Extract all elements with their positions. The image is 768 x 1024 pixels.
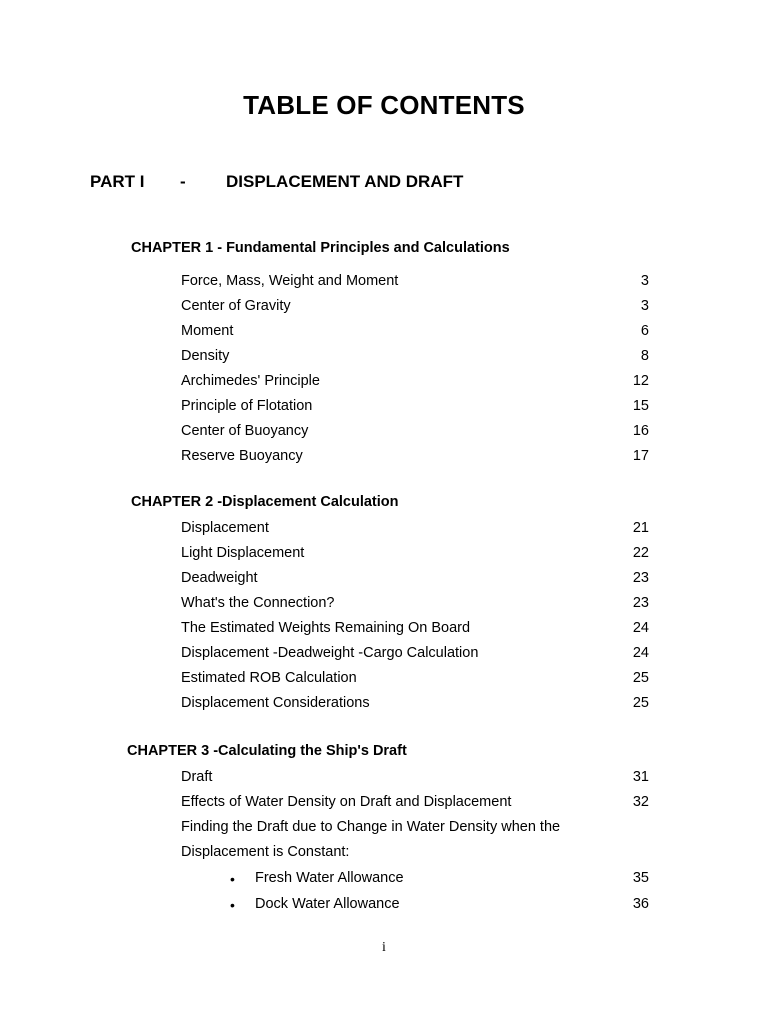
toc-page-number: 3	[640, 298, 649, 314]
bullet-icon: •	[230, 871, 235, 887]
part-title: DISPLACEMENT AND DRAFT	[226, 172, 464, 191]
toc-entry: Light Displacement	[181, 545, 305, 561]
toc-page-number: 32	[632, 794, 649, 810]
toc-entry: The Estimated Weights Remaining On Board	[181, 620, 471, 636]
toc-entry: Force, Mass, Weight and Moment	[181, 273, 399, 289]
part-dash: -	[180, 172, 186, 191]
toc-entry: Estimated ROB Calculation	[181, 670, 357, 686]
toc-page-number: 6	[640, 323, 649, 339]
toc-entry: Displacement -Deadweight -Cargo Calculation	[181, 645, 479, 661]
toc-page-number: 36	[632, 896, 649, 912]
toc-entry: Effects of Water Density on Draft and Displacement	[181, 794, 512, 810]
chapter-1-title: CHAPTER 1 - Fundamental Principles and Calculations	[131, 240, 510, 256]
toc-entry: Moment	[181, 323, 234, 339]
toc-subentry: Dock Water Allowance	[255, 896, 400, 912]
toc-entry: Finding the Draft due to Change in Water Density when the	[181, 819, 561, 835]
toc-page-number: 21	[632, 520, 649, 536]
toc-page-number: 25	[632, 670, 649, 686]
toc-entry: Displacement is Constant:	[181, 844, 350, 860]
toc-entry: Density	[181, 348, 230, 364]
toc-page-number: 17	[632, 448, 649, 464]
toc-page-number: 23	[632, 595, 649, 611]
toc-page-number: 15	[632, 398, 649, 414]
toc-page-number: 24	[632, 620, 649, 636]
toc-page-number: 35	[632, 870, 649, 886]
toc-page-number: 3	[640, 273, 649, 289]
toc-page-number: 8	[640, 348, 649, 364]
toc-entry: Principle of Flotation	[181, 398, 313, 414]
chapter-3-title: CHAPTER 3 -Calculating the Ship's Draft	[127, 743, 407, 759]
toc-page-number: 16	[632, 423, 649, 439]
page-title: TABLE OF CONTENTS	[243, 90, 525, 120]
toc-entry: Deadweight	[181, 570, 258, 586]
chapter-2-title: CHAPTER 2 -Displacement Calculation	[131, 494, 399, 510]
toc-subentry: Fresh Water Allowance	[255, 870, 404, 886]
toc-entry: Center of Gravity	[181, 298, 291, 314]
toc-page-number: 31	[632, 769, 649, 785]
toc-entry: Draft	[181, 769, 213, 785]
toc-entry: Reserve Buoyancy	[181, 448, 303, 464]
toc-page-number: 25	[632, 695, 649, 711]
toc-entry: Displacement	[181, 520, 269, 536]
bullet-icon: •	[230, 897, 235, 913]
toc-page-number: 24	[632, 645, 649, 661]
part-label: PART I	[90, 172, 145, 191]
toc-entry: What's the Connection?	[181, 595, 335, 611]
toc-entry: Center of Buoyancy	[181, 423, 309, 439]
toc-entry: Archimedes' Principle	[181, 373, 320, 389]
page-number-footer: i	[382, 940, 386, 955]
toc-page-number: 22	[632, 545, 649, 561]
toc-page-number: 23	[632, 570, 649, 586]
toc-entry: Displacement Considerations	[181, 695, 370, 711]
toc-page-number: 12	[632, 373, 649, 389]
